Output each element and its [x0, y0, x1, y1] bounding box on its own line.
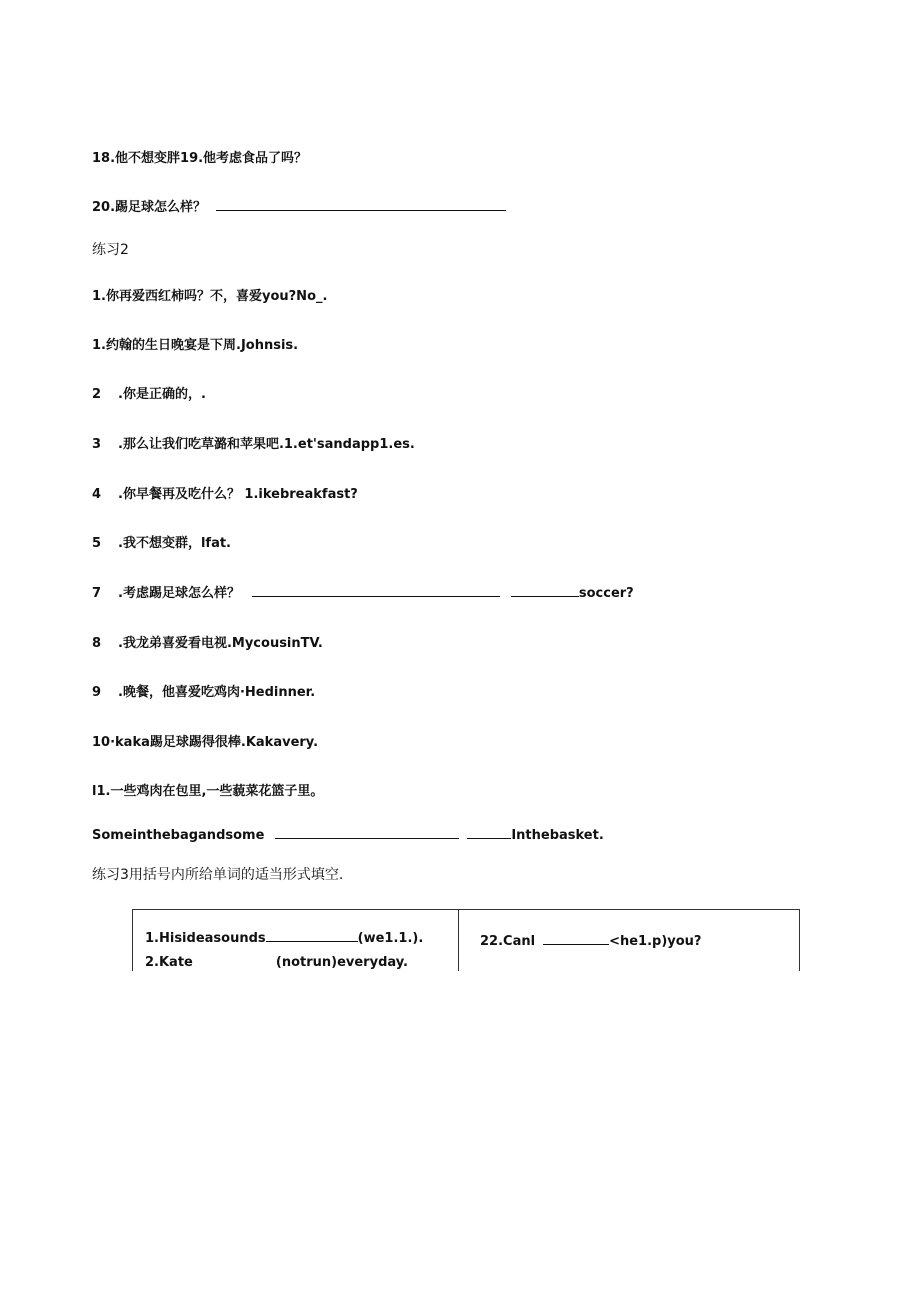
table-row2-left-b: (notrun)everyday.	[275, 955, 408, 970]
answer-blank-2[interactable]	[511, 584, 579, 597]
item-7-cn: .考虑踢足球怎么样？	[118, 586, 240, 601]
practice2-item-11-en	[92, 826, 604, 845]
item-11-en2: Inthebasket.	[511, 828, 604, 843]
table-row1-right-b: <he1.p)you?	[609, 934, 702, 949]
practice2-item-7	[92, 584, 634, 603]
item-1b-cn: 1.约翰的生日晚宴是下周.	[92, 338, 241, 353]
item-2-number: 2	[92, 387, 102, 402]
item-1a-cn: 1.你再爱西红柿吗？不，喜爱	[92, 289, 262, 304]
answer-blank-1[interactable]	[275, 826, 459, 839]
question-18-19	[92, 149, 307, 168]
item-3-en: 1.et'sandapp1.es.	[283, 437, 415, 452]
practice2-item-9	[92, 683, 315, 702]
item-11-en1: Someinthebagandsome	[92, 828, 265, 843]
item-5-en: lfat.	[200, 536, 231, 551]
practice2-item-2	[92, 385, 206, 404]
table-row1-right	[480, 932, 701, 950]
item-8-en: MycousinTV.	[231, 636, 323, 651]
practice2-item-1b	[92, 336, 298, 355]
practice-3-title-text: 练习3用括号内所给单词的适当形式填空.	[92, 867, 344, 883]
item-10-cn: 踢足球踢得很棒.	[149, 735, 246, 750]
item-9-en: Hedinner.	[244, 685, 316, 700]
practice2-item-8	[92, 634, 323, 653]
item-5-cn: .我不想变群，	[118, 536, 201, 551]
table-row2-left	[145, 955, 408, 971]
practice-3-title	[92, 866, 343, 884]
item-9-cn: .晚餐，他喜爱吃鸡肉·	[118, 685, 245, 700]
item-4-cn: .你早餐再及吃什么？	[118, 487, 240, 502]
item-10-en2: Kakavery.	[245, 735, 319, 750]
question-20-text: 20.踢足球怎么样？	[92, 200, 207, 215]
item-10-en1: 10·kaka	[92, 735, 150, 750]
answer-blank[interactable]	[266, 929, 358, 942]
item-4-number: 4	[92, 487, 102, 502]
table-row1-right-a: 22.Canl	[480, 934, 536, 949]
practice2-item-5	[92, 534, 231, 553]
answer-blank-1[interactable]	[252, 584, 500, 597]
item-4-en: 1.ikebreakfast?	[244, 487, 358, 502]
practice-2-title	[92, 241, 129, 259]
table-row2-left-a: 2.Kate	[145, 955, 193, 970]
table-row1-left	[145, 929, 423, 947]
practice2-item-10	[92, 733, 318, 752]
answer-blank[interactable]	[543, 932, 609, 945]
item-8-number: 8	[92, 636, 102, 651]
question-20	[92, 198, 506, 217]
table-column-divider	[458, 909, 459, 971]
item-7-number: 7	[92, 586, 102, 601]
item-2-text: .你是正确的，.	[118, 387, 206, 402]
item-9-number: 9	[92, 685, 102, 700]
question-18-19-text: 18.他不想变胖19.他考虑食品了吗？	[92, 151, 308, 166]
item-3-cn: .那么让我们吃草潞和苹果吧.	[118, 437, 284, 452]
practice-2-title-text: 练习2	[92, 242, 129, 258]
item-7-en: soccer?	[578, 586, 634, 601]
answer-blank[interactable]	[216, 198, 506, 211]
practice2-item-11-cn	[92, 782, 323, 801]
item-3-number: 3	[92, 437, 102, 452]
practice2-item-3	[92, 435, 415, 454]
item-5-number: 5	[92, 536, 102, 551]
item-1a-en: you?No_.	[261, 289, 328, 304]
item-11-cn: l1.一些鸡肉在包里,一些藐菜花篮子里。	[92, 784, 324, 799]
item-1b-en: Johnsis.	[240, 338, 299, 353]
practice2-item-1a	[92, 287, 327, 306]
table-row1-left-b: (we1.1.).	[357, 931, 424, 946]
table-row1-left-a: 1.Hisideasounds	[145, 931, 266, 946]
item-8-cn: .我龙弟喜爱看电视.	[118, 636, 232, 651]
practice2-item-4	[92, 485, 358, 504]
answer-blank-2[interactable]	[467, 826, 511, 839]
